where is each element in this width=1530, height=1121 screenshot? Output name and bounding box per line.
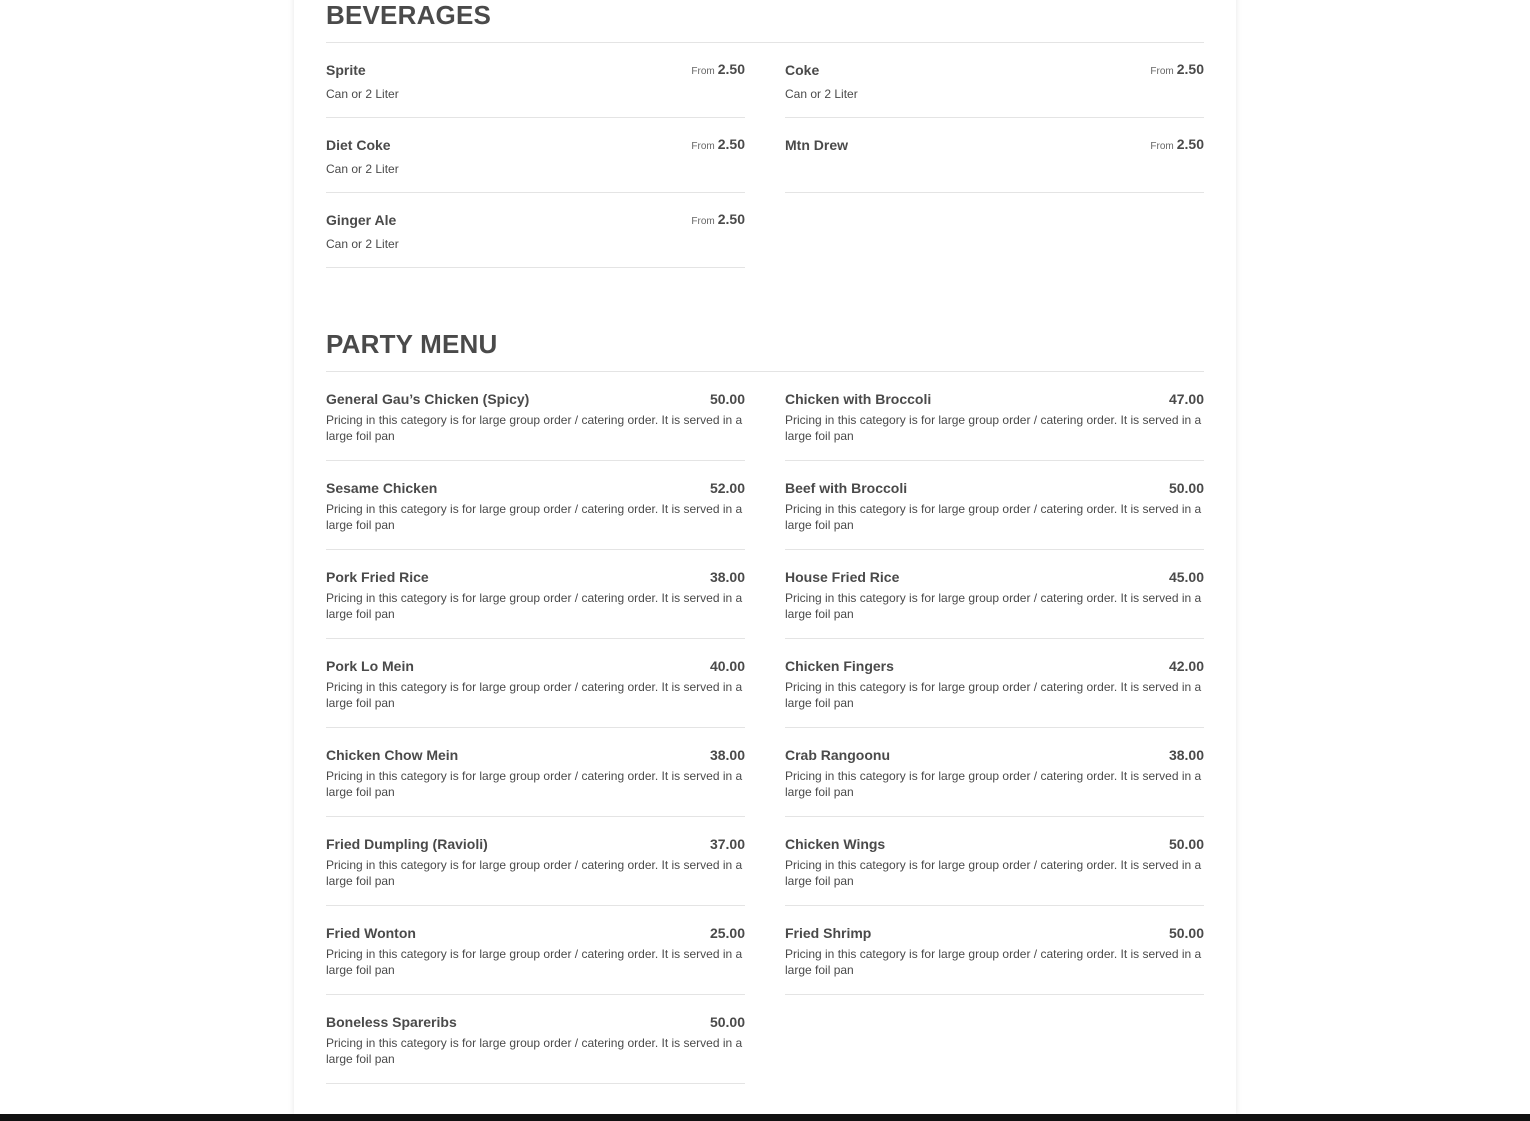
- item-description: Pricing in this category is for large group order / catering order. It is served in a large foil pan: [785, 502, 1202, 532]
- menu-item[interactable]: [785, 639, 1204, 728]
- item-name: Chicken Chow Mein: [326, 747, 459, 763]
- item-description: Pricing in this category is for large group order / catering order. It is served in a large foil pan: [785, 858, 1202, 888]
- item-description: Pricing in this category is for large group order / catering order. It is served in a large foil pan: [326, 769, 743, 799]
- item-price: 37.00: [709, 836, 745, 852]
- item-description: Can or 2 Liter: [326, 237, 399, 251]
- menu-item-coke[interactable]: [785, 43, 1204, 118]
- item-description: Pricing in this category is for large group order / catering order. It is served in a large foil pan: [326, 680, 743, 710]
- party-right-column: [785, 372, 1204, 995]
- menu-item[interactable]: [785, 906, 1204, 995]
- item-description: Pricing in this category is for large group order / catering order. It is served in a large foil pan: [326, 947, 743, 977]
- item-price: 50.00: [709, 391, 745, 407]
- item-description: Pricing in this category is for large group order / catering order. It is served in a large foil pan: [785, 769, 1202, 799]
- from-label: From: [691, 66, 715, 77]
- menu-item[interactable]: [326, 995, 745, 1084]
- item-price: 38.00: [1168, 747, 1204, 763]
- item-name: Pork Fried Rice: [326, 569, 429, 585]
- section-title: PARTY MENU: [326, 329, 498, 359]
- menu-item[interactable]: [326, 817, 745, 906]
- item-name: Boneless Spareribs: [326, 1014, 457, 1030]
- item-description: Pricing in this category is for large group order / catering order. It is served in a large foil pan: [785, 947, 1202, 977]
- item-price: [1150, 136, 1204, 152]
- item-price: 42.00: [1168, 658, 1204, 674]
- price-value: 2.50: [717, 211, 745, 227]
- item-price: 50.00: [1168, 480, 1204, 496]
- item-description: Pricing in this category is for large group order / catering order. It is served in a large foil pan: [326, 591, 743, 621]
- item-price: 25.00: [709, 925, 745, 941]
- from-label: From: [691, 216, 715, 227]
- menu-item-diet-coke[interactable]: [326, 118, 745, 193]
- menu-item[interactable]: [785, 817, 1204, 906]
- price-value: 2.50: [717, 136, 745, 152]
- item-name: Sprite: [326, 62, 366, 78]
- item-price: 38.00: [709, 569, 745, 585]
- menu-item[interactable]: [785, 372, 1204, 461]
- item-description: Can or 2 Liter: [785, 87, 858, 101]
- from-label: From: [1150, 141, 1174, 152]
- menu-item-sprite[interactable]: [326, 43, 745, 118]
- item-name: Pork Lo Mein: [326, 658, 414, 674]
- item-description: Pricing in this category is for large group order / catering order. It is served in a large foil pan: [785, 413, 1202, 443]
- item-price: 52.00: [709, 480, 745, 496]
- item-description: Can or 2 Liter: [326, 162, 399, 176]
- item-price: 45.00: [1168, 569, 1204, 585]
- menu-item[interactable]: [326, 461, 745, 550]
- price-value: 2.50: [1176, 61, 1204, 77]
- menu-item-mtn-drew[interactable]: [785, 118, 1204, 193]
- item-price: 47.00: [1168, 391, 1204, 407]
- item-name: Sesame Chicken: [326, 480, 438, 496]
- item-name: Fried Dumpling (Ravioli): [326, 836, 488, 852]
- item-description: Pricing in this category is for large group order / catering order. It is served in a large foil pan: [785, 591, 1202, 621]
- menu-item[interactable]: [326, 372, 745, 461]
- menu-item[interactable]: [326, 639, 745, 728]
- from-label: From: [691, 141, 715, 152]
- party-left-column: [326, 372, 745, 1084]
- item-name: Chicken Fingers: [785, 658, 894, 674]
- item-name: Crab Rangoonu: [785, 747, 890, 763]
- menu-item-ginger-ale[interactable]: [326, 193, 745, 268]
- item-price: [1150, 61, 1204, 77]
- item-name: Chicken Wings: [785, 836, 886, 852]
- item-price: 50.00: [709, 1014, 745, 1030]
- item-description: Can or 2 Liter: [326, 87, 399, 101]
- item-price: 38.00: [709, 747, 745, 763]
- item-name: Mtn Drew: [785, 137, 848, 153]
- party-menu-section: [326, 329, 1204, 1086]
- item-description: Pricing in this category is for large group order / catering order. It is served in a large foil pan: [326, 1036, 743, 1066]
- item-description: Pricing in this category is for large group order / catering order. It is served in a large foil pan: [785, 680, 1202, 710]
- item-price: [691, 211, 745, 227]
- item-description: Pricing in this category is for large group order / catering order. It is served in a large foil pan: [326, 413, 743, 443]
- price-value: 2.50: [717, 61, 745, 77]
- item-name: Fried Wonton: [326, 925, 416, 941]
- item-price: [691, 61, 745, 77]
- menu-item[interactable]: [326, 550, 745, 639]
- beverages-section: [326, 0, 1204, 269]
- menu-item[interactable]: [326, 728, 745, 817]
- menu-item[interactable]: [785, 461, 1204, 550]
- from-label: From: [1150, 66, 1174, 77]
- item-price: 50.00: [1168, 925, 1204, 941]
- price-value: 2.50: [1176, 136, 1204, 152]
- item-name: Coke: [785, 62, 820, 78]
- item-name: Fried Shrimp: [785, 925, 872, 941]
- item-name: Diet Coke: [326, 137, 391, 153]
- beverages-right-column: [785, 43, 1204, 193]
- beverages-left-column: [326, 43, 745, 268]
- item-name: House Fried Rice: [785, 569, 900, 585]
- item-price: 50.00: [1168, 836, 1204, 852]
- item-name: Chicken with Broccoli: [785, 391, 932, 407]
- footer-bar: [0, 1114, 1530, 1121]
- item-name: General Gau’s Chicken (Spicy): [326, 391, 530, 407]
- item-description: Pricing in this category is for large group order / catering order. It is served in a large foil pan: [326, 858, 743, 888]
- menu-item[interactable]: [785, 728, 1204, 817]
- menu-item[interactable]: [785, 550, 1204, 639]
- item-name: Beef with Broccoli: [785, 480, 908, 496]
- item-price: [691, 136, 745, 152]
- item-description: Pricing in this category is for large group order / catering order. It is served in a large foil pan: [326, 502, 743, 532]
- item-name: Ginger Ale: [326, 212, 397, 228]
- menu-item[interactable]: [326, 906, 745, 995]
- item-price: 40.00: [709, 658, 745, 674]
- section-title: BEVERAGES: [326, 0, 492, 30]
